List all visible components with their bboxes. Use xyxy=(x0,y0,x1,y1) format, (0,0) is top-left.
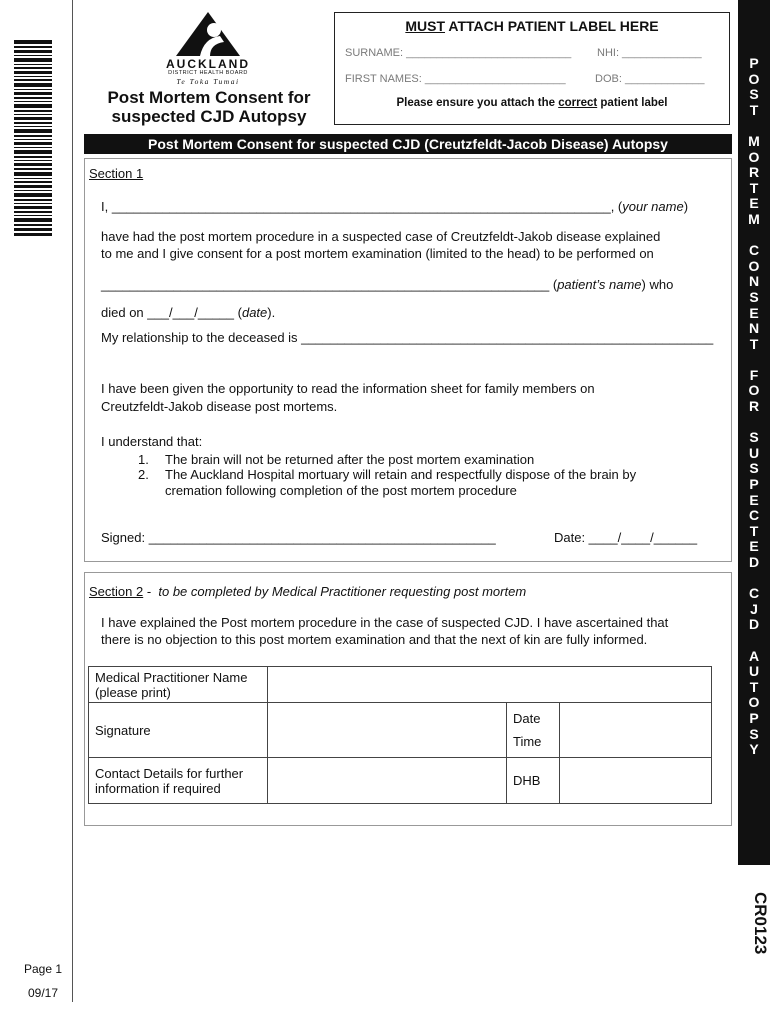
patient-name-blank: ______________________________________________________________ ( xyxy=(101,277,558,292)
side-title-gap xyxy=(738,228,770,244)
label-note xyxy=(335,97,729,109)
form-code: CR0123 xyxy=(751,892,770,955)
patient-name-who: ) who xyxy=(641,277,674,292)
page-number: Page 1 xyxy=(24,962,63,976)
side-title-letter: M xyxy=(748,132,760,149)
side-title-letter: O xyxy=(748,694,760,711)
label-note-text-c: patient label xyxy=(597,97,668,109)
date-label: Date xyxy=(513,711,541,726)
label-box-heading xyxy=(335,18,729,34)
section-2-heading: Section 2 xyxy=(89,584,144,599)
contact-details-field[interactable] xyxy=(268,758,507,804)
logo-name: AUCKLAND xyxy=(166,57,250,71)
understand-item-1: The brain will not be returned after the post mortem examination xyxy=(165,452,535,467)
side-title-letter: O xyxy=(748,148,760,165)
side-title-letter: U xyxy=(748,444,760,461)
auckland-dhb-logo xyxy=(148,10,268,90)
nhi-field[interactable]: NHI: _____________ xyxy=(597,47,702,59)
understand-item-2-number: 2. xyxy=(138,467,149,482)
side-title-letter: C xyxy=(748,585,760,602)
section-1-box xyxy=(84,158,732,562)
margin-divider xyxy=(72,0,73,1002)
signed-date-line[interactable]: Date: ____/____/______ xyxy=(554,530,698,545)
side-title-letter: S xyxy=(749,429,759,446)
form-version: 09/17 xyxy=(28,986,59,1000)
logo-maori-name: Te Toka Tumai xyxy=(176,77,240,86)
section-1-heading: Section 1 xyxy=(89,166,144,181)
understand-item-2-line-1: The Auckland Hospital mortuary will retain and respectfully dispose of the brain by xyxy=(165,467,637,482)
side-title-letter: P xyxy=(749,709,759,726)
form-title-bar: Post Mortem Consent for suspected CJD (Creutzfeldt-Jacob Disease) Autopsy xyxy=(84,134,732,154)
understand-heading: I understand that: xyxy=(101,434,203,449)
side-title-letter: T xyxy=(749,179,759,196)
label-note-text-a: Please ensure you attach the xyxy=(396,97,559,109)
label-heading-text: ATTACH PATIENT LABEL HERE xyxy=(445,18,659,34)
logo-subtitle: DISTRICT HEALTH BOARD xyxy=(168,70,248,76)
explained-line-2: to me and I give consent for a post mortem examination (limited to the head) to be performed on xyxy=(101,246,654,261)
section-2-dash: - xyxy=(143,584,159,599)
side-title-letter: P xyxy=(749,476,759,493)
understand-item-2-line-2: cremation following completion of the post mortem procedure xyxy=(165,483,517,498)
side-title-gap xyxy=(738,571,770,587)
dhb-label: DHB xyxy=(507,758,560,804)
signed-line[interactable]: Signed: ________________________________________________ xyxy=(101,530,496,545)
your-name-line[interactable] xyxy=(101,198,688,215)
section-2-heading-row xyxy=(89,583,526,600)
side-title-letter: R xyxy=(748,164,760,181)
side-title-letter: N xyxy=(748,273,760,290)
side-title-letter: E xyxy=(749,304,759,321)
side-title-letter: J xyxy=(750,600,758,617)
side-title-letter: T xyxy=(749,335,759,352)
side-title-letter: R xyxy=(748,398,760,415)
signature-field[interactable] xyxy=(268,703,507,758)
date-time-field[interactable] xyxy=(560,703,712,758)
died-on-blank: died on ___/___/_____ ( xyxy=(101,305,242,320)
dob-field[interactable]: DOB: _____________ xyxy=(595,73,705,85)
side-title-letter: N xyxy=(748,320,760,337)
section-2-subheading: to be completed by Medical Practitioner requesting post mortem xyxy=(158,584,527,599)
side-title-letter: D xyxy=(748,554,760,570)
patient-name-hint: patient’s name xyxy=(557,277,642,292)
side-title-letter: P xyxy=(749,55,759,71)
side-title-letter: F xyxy=(749,366,759,383)
table-row xyxy=(89,667,712,703)
side-title-letter: S xyxy=(749,288,759,305)
side-title-letter: E xyxy=(749,195,759,212)
side-title-letter: C xyxy=(748,242,760,259)
side-title-letter: T xyxy=(749,522,759,539)
info-sheet-line-2: Creutzfeldt-Jakob disease post mortems. xyxy=(101,399,338,414)
contact-details-label-line-2: information if required xyxy=(95,780,221,796)
side-title-letter: C xyxy=(748,507,760,524)
patient-name-line[interactable] xyxy=(101,276,673,293)
explained-line-1: have had the post mortem procedure in a suspected case of Creutzfeldt-Jakob disease explained xyxy=(101,229,661,244)
signature-label: Signature xyxy=(89,703,268,758)
died-on-end: ). xyxy=(267,305,276,320)
practitioner-name-field[interactable] xyxy=(268,667,712,703)
document-title-line-1: Post Mortem Consent for xyxy=(107,88,311,107)
side-title-letter: O xyxy=(748,70,760,87)
your-name-hint: your name xyxy=(622,199,684,214)
died-on-date-hint: date xyxy=(241,305,268,320)
relationship-line[interactable]: My relationship to the deceased is _________________________________________________________ xyxy=(101,330,714,345)
side-title-letter: T xyxy=(749,101,759,118)
practitioner-name-label xyxy=(89,667,268,703)
explained-statement-line-1: I have explained the Post mortem procedure in the case of suspected CJD. I have ascertained that xyxy=(101,615,669,630)
side-title-gap xyxy=(738,352,770,368)
practitioner-name-label-line-2: (please print) xyxy=(95,684,171,700)
time-label: Time xyxy=(513,734,542,749)
dhb-field[interactable] xyxy=(560,758,712,804)
practitioner-details-table xyxy=(88,666,712,804)
surname-field[interactable]: SURNAME: ___________________________ xyxy=(345,47,572,59)
side-title-text xyxy=(738,56,770,758)
practitioner-name-label-line-1: Medical Practitioner Name xyxy=(95,669,248,685)
side-title-letter: E xyxy=(749,538,759,555)
side-title-letter: A xyxy=(748,647,760,664)
side-title-letter: M xyxy=(748,210,760,227)
side-title-letter: S xyxy=(749,460,759,477)
your-name-close: ) xyxy=(683,199,689,214)
document-title xyxy=(88,88,330,126)
table-row xyxy=(89,758,712,804)
side-title-letter: E xyxy=(749,491,759,508)
date-time-label xyxy=(507,703,560,758)
died-on-line[interactable] xyxy=(101,304,275,321)
your-name-blank: I, _____________________________________________________________________, ( xyxy=(101,199,623,214)
side-title-gap xyxy=(738,415,770,431)
label-note-correct: correct xyxy=(558,97,598,109)
side-title-letter: O xyxy=(748,382,760,399)
must-emphasis: MUST xyxy=(405,18,446,34)
explained-statement-line-2: there is no objection to this post mortem examination and that the next of kin are fully informed. xyxy=(101,632,648,647)
understand-item-1-number: 1. xyxy=(138,452,149,467)
side-title-letter: O xyxy=(748,257,760,274)
side-title-letter: D xyxy=(748,616,760,633)
side-title-gap xyxy=(738,118,770,134)
contact-details-label xyxy=(89,758,268,804)
info-sheet-line-1: I have been given the opportunity to read the information sheet for family members on xyxy=(101,381,595,396)
first-names-field[interactable]: FIRST NAMES: _______________________ xyxy=(345,73,566,85)
contact-details-label-line-1: Contact Details for further xyxy=(95,765,244,781)
side-title-gap xyxy=(738,633,770,649)
table-row xyxy=(89,703,712,758)
logo-mark-icon xyxy=(148,10,268,58)
side-title-letter: T xyxy=(749,678,759,695)
side-title-letter: U xyxy=(748,663,760,680)
barcode-image xyxy=(14,40,52,236)
document-title-line-2: suspected CJD Autopsy xyxy=(111,107,307,126)
side-title-letter: S xyxy=(749,725,759,742)
patient-label-box[interactable] xyxy=(334,12,730,125)
side-title-letter: Y xyxy=(749,741,759,758)
side-title-letter: S xyxy=(749,86,759,103)
